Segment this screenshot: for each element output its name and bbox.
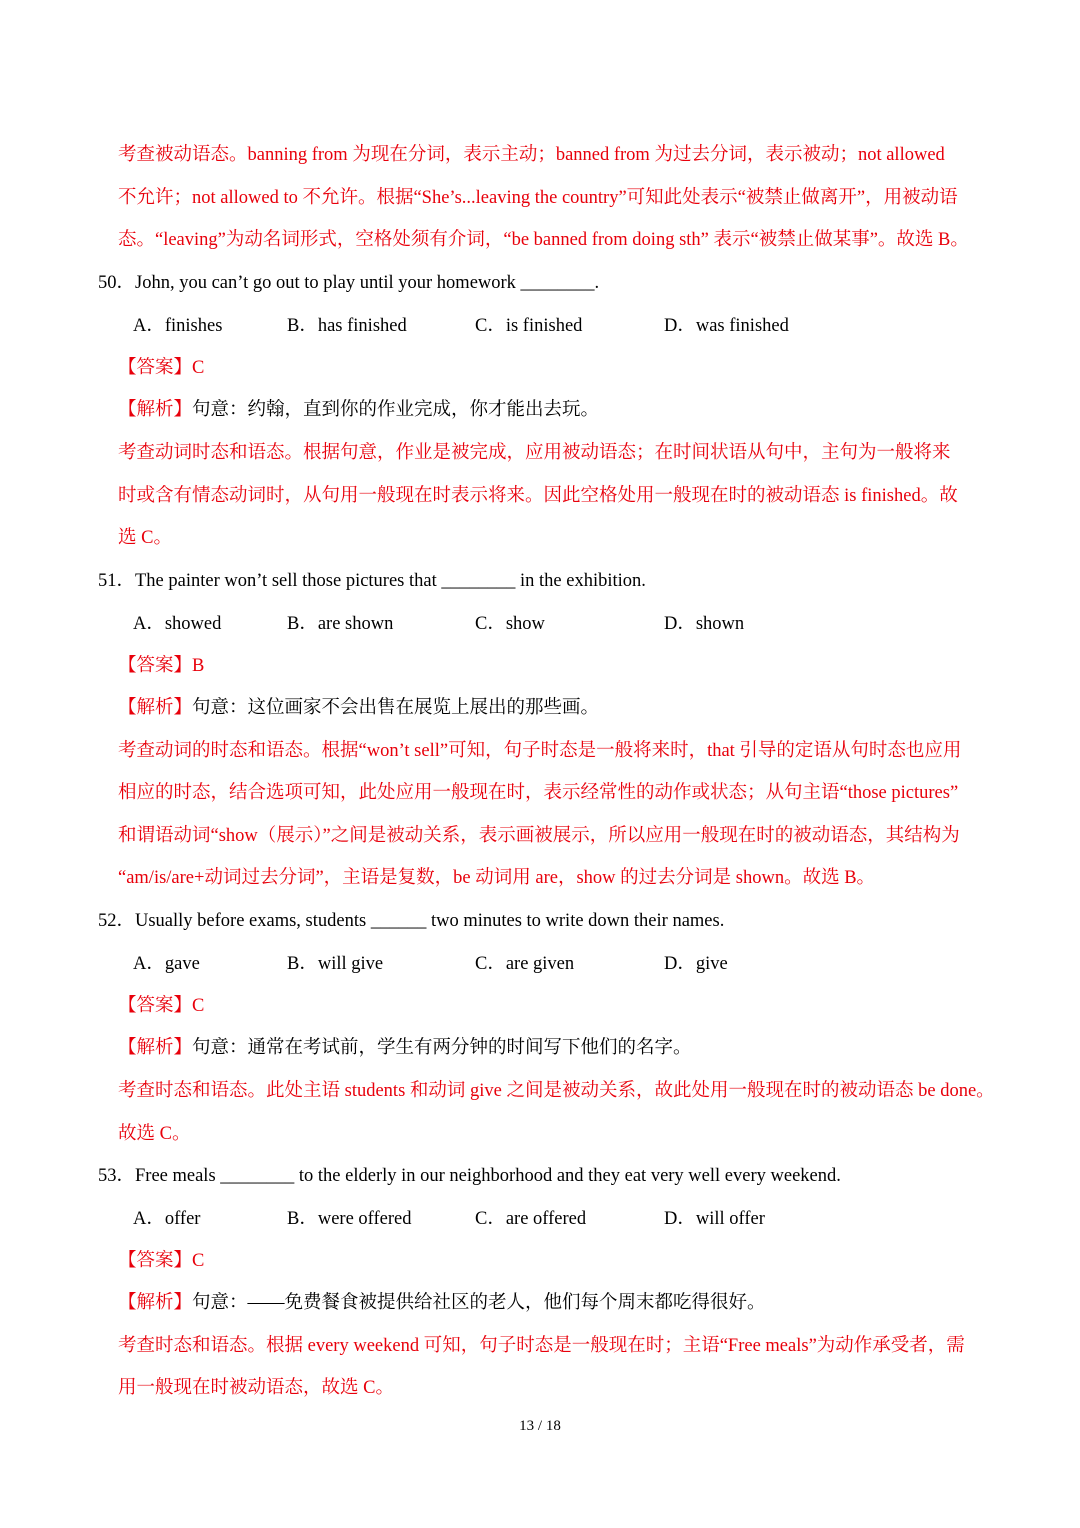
question-50-option-c: C．is finished [475,316,583,336]
question-53-option-b: B．were offered [287,1209,412,1229]
analysis-tag: 【解析】 [118,1038,193,1058]
analysis-tag: 【解析】 [118,1293,193,1313]
page-number: 13 / 18 [519,1418,561,1434]
answer-tag: 【答案】 [118,656,193,676]
question-50-option-b: B．has finished [287,316,407,336]
question-52-option-a: A．gave [133,954,200,974]
question-50-answer [118,355,204,381]
question-52-explanation-1: 考查时态和语态。此处主语 students 和动词 give 之间是被动关系，故此处用一般现在时的被动语态 be done。 [118,1081,995,1101]
question-53-option-d: D．will offer [664,1209,765,1229]
question-50-explanation-1: 考查动词时态和语态。根据句意，作业是被完成，应用被动语态；在时间状语从句中，主句为一般将来 [118,443,951,463]
question-51-answer [118,653,204,679]
answer-value: C [192,358,205,378]
question-51-stem: 51．The painter won’t sell those pictures that ________ in the exhibition. [98,571,646,591]
question-51-explanation-1: 考查动词的时态和语态。根据“won’t sell”可知，句子时态是一般将来时，that 引导的定语从句时态也应用 [118,741,962,761]
question-51-meaning [118,695,599,721]
question-50-explanation-3: 选 C。 [118,528,172,548]
question-52-answer [118,993,204,1019]
question-51-option-d: D．shown [664,614,745,634]
question-51-explanation-3: 和谓语动词“show（展示）”之间是被动关系，表示画被展示，所以应用一般现在时的被动语态，其结构为 [118,826,960,846]
answer-tag: 【答案】 [118,358,193,378]
question-51-explanation-4: “am/is/are+动词过去分词”，主语是复数，be 动词用 are，show 的过去分词是 shown。故选 B。 [118,868,876,888]
meaning-text: 句意：这位画家不会出售在展览上展出的那些画。 [192,698,600,718]
question-53-option-c: C．are offered [475,1209,587,1229]
question-50-stem: 50．John, you can’t go out to play until your homework ________. [98,273,600,293]
question-50-meaning [118,397,599,423]
question-52-option-d: D．give [664,954,728,974]
intro-line-1: 考查被动语态。banning from 为现在分词，表示主动；banned from 为过去分词，表示被动；not allowed [118,145,945,165]
question-53-option-a: A．offer [133,1209,201,1229]
question-51-option-a: A．showed [133,614,222,634]
answer-tag: 【答案】 [118,1251,193,1271]
question-50-explanation-2: 时或含有情态动词时，从句用一般现在时表示将来。因此空格处用一般现在时的被动语态 is finished。故 [118,486,958,506]
question-53-answer [118,1248,204,1274]
answer-tag: 【答案】 [118,996,193,1016]
meaning-text: 句意：——免费餐食被提供给社区的老人，他们每个周末都吃得很好。 [192,1293,766,1313]
analysis-tag: 【解析】 [118,400,193,420]
question-50-option-d: D．was finished [664,316,789,336]
question-52-meaning [118,1035,692,1061]
question-52-option-b: B．will give [287,954,384,974]
intro-line-2: 不允许；not allowed to 不允许。根据“She’s...leaving the country”可知此处表示“被禁止做离开”，用被动语 [118,188,958,208]
question-53-stem: 53．Free meals ________ to the elderly in our neighborhood and they eat very well every weekend. [98,1166,841,1186]
question-53-explanation-1: 考查时态和语态。根据 every weekend 可知，句子时态是一般现在时；主语“Free meals”为动作承受者，需 [118,1336,965,1356]
answer-value: B [192,656,205,676]
answer-value: C [192,996,205,1016]
question-51-option-c: C．show [475,614,545,634]
meaning-text: 句意：约翰，直到你的作业完成，你才能出去玩。 [192,400,600,420]
answer-value: C [192,1251,205,1271]
analysis-tag: 【解析】 [118,698,193,718]
question-53-explanation-2: 用一般现在时被动语态，故选 C。 [118,1378,394,1398]
question-52-option-c: C．are given [475,954,575,974]
question-51-explanation-2: 相应的时态，结合选项可知，此处应用一般现在时，表示经常性的动作或状态；从句主语“those pictures” [118,783,959,803]
question-51-option-b: B．are shown [287,614,394,634]
meaning-text: 句意：通常在考试前，学生有两分钟的时间写下他们的名字。 [192,1038,692,1058]
question-50-option-a: A．finishes [133,316,223,336]
question-53-meaning [118,1290,766,1316]
question-52-stem: 52．Usually before exams, students ______ two minutes to write down their names. [98,911,725,931]
question-52-explanation-2: 故选 C。 [118,1124,191,1144]
intro-line-3: 态。“leaving”为动名词形式，空格处须有介词，“be banned from doing sth” 表示“被禁止做某事”。故选 B。 [118,230,969,250]
